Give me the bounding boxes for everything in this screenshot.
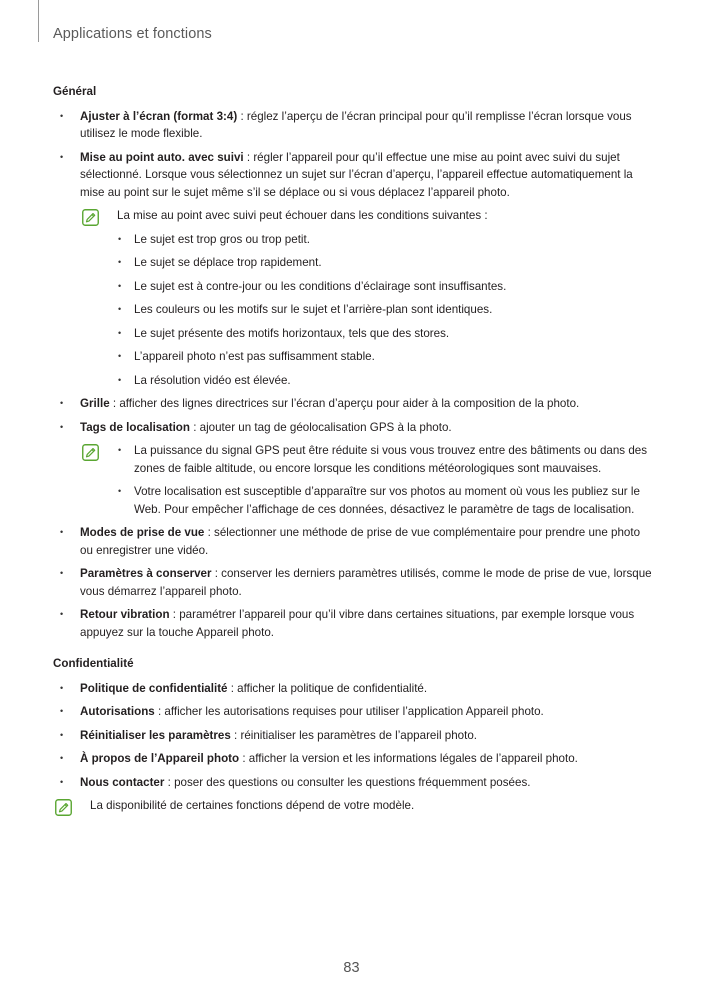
list-item-aspect-ratio <box>53 108 653 143</box>
list-item: • Le sujet est trop gros ou trop petit. <box>117 231 653 249</box>
term-aspect-ratio: Ajuster à l’écran (format 3:4) <box>80 109 238 123</box>
desc-permissions: : afficher les autorisations requises pour utiliser l’application Appareil photo. <box>154 705 544 718</box>
desc-shooting-modes: : sélectionner une méthode de prise de vue complémentaire pour prendre une photo ou enregistrer une vidéo. <box>80 526 641 557</box>
tracking-conditions-list <box>117 231 653 390</box>
list-item-tracking-af <box>53 149 653 202</box>
header-divider <box>38 0 39 42</box>
list-item-about-camera <box>53 750 653 768</box>
list-item: • Le sujet se déplace trop rapidement. <box>117 254 653 272</box>
desc-reset-settings: : réinitialiser les paramètres de l’appareil photo. <box>230 728 477 742</box>
note-icon <box>82 209 99 226</box>
term-grid: Grille <box>80 397 110 410</box>
list-item: • Le sujet est à contre-jour ou les conditions d’éclairage sont insuffisantes. <box>117 278 653 296</box>
list-item: • La puissance du signal GPS peut être réduite si vous vous trouvez entre des bâtiments ou dans des zones de faible altitude, ou encore lorsque les conditions météorologiques sont mauvaises. <box>117 442 653 477</box>
term-location-tags: Tags de localisation <box>80 420 190 434</box>
note-availability-text: La disponibilité de certaines fonctions dépend de votre modèle. <box>90 799 415 812</box>
list-item-reset-settings <box>53 727 653 745</box>
list-item-contact-us <box>53 774 653 792</box>
term-vibration: Retour vibration <box>80 608 170 621</box>
list-item: • Les couleurs ou les motifs sur le sujet et l’arrière-plan sont identiques. <box>117 301 653 319</box>
page-number: 83 <box>343 960 360 976</box>
desc-tracking-af: : régler l’appareil pour qu’il effectue une mise au point avec suivi du sujet sélectionné. Lorsque vous sélectionnez un sujet sur l’écran d’aperçu, l’appareil effectue automatiquement la mise au point sur le sujet même s’il se déplace ou si vous déplacez l’appareil photo. <box>80 150 633 199</box>
desc-about-camera: : afficher la version et les informations légales de l’appareil photo. <box>239 752 578 765</box>
list-item: • Le sujet présente des motifs horizontaux, tels que des stores. <box>117 325 653 343</box>
desc-vibration: : paramétrer l’appareil pour qu’il vibre dans certaines situations, par exemple lorsque vous appuyez sur la touche Appareil photo. <box>80 608 635 639</box>
list-item-vibration <box>53 606 653 641</box>
term-about-camera: À propos de l’Appareil photo <box>80 752 240 765</box>
page-header-title: Applications et fonctions <box>53 26 212 42</box>
list-item-grid <box>53 395 653 413</box>
desc-grid: : afficher des lignes directrices sur l’écran d’aperçu pour aider à la composition de la photo. <box>109 397 580 410</box>
term-reset-settings: Réinitialiser les paramètres <box>80 728 231 742</box>
term-tracking-af: Mise au point auto. avec suivi <box>80 150 244 164</box>
note-availability <box>53 797 653 815</box>
page-content <box>53 83 653 821</box>
note-icon <box>55 799 72 816</box>
section-title-general: Général <box>53 85 97 98</box>
term-shooting-modes: Modes de prise de vue <box>80 526 205 539</box>
list-item-location-tags <box>53 419 653 437</box>
desc-settings-to-keep: : conserver les derniers paramètres utilisés, comme le mode de prise de vue, lorsque vous démarrez l’appareil photo. <box>80 567 652 598</box>
note-icon <box>82 444 99 461</box>
list-item: • Votre localisation est susceptible d’apparaître sur vos photos au moment où vous les publiez sur le Web. Pour empêcher l’affichage de ces données, désactivez le paramètre de tags de localisation. <box>117 483 653 518</box>
list-item-privacy-policy <box>53 680 653 698</box>
term-privacy-policy: Politique de confidentialité <box>80 681 228 695</box>
list-item-settings-to-keep <box>53 565 653 600</box>
desc-aspect-ratio: : réglez l’aperçu de l’écran principal pour qu’il remplisse l’écran lorsque vous utilisez le mode flexible. <box>80 109 632 140</box>
desc-location-tags: : ajouter un tag de géolocalisation GPS à la photo. <box>189 420 452 434</box>
list-item: • La résolution vidéo est élevée. <box>117 372 653 390</box>
note-tracking <box>53 207 653 389</box>
list-item: • L’appareil photo n’est pas suffisamment stable. <box>117 348 653 366</box>
desc-contact-us: : poser des questions ou consulter les questions fréquemment posées. <box>164 775 531 789</box>
desc-privacy-policy: : afficher la politique de confidentialité. <box>227 681 428 695</box>
list-item-permissions <box>53 703 653 721</box>
note-tracking-intro: La mise au point avec suivi peut échouer dans les conditions suivantes : <box>117 209 488 222</box>
term-settings-to-keep: Paramètres à conserver <box>80 567 212 580</box>
list-item-shooting-modes <box>53 524 653 559</box>
note-location <box>53 442 653 518</box>
term-contact-us: Nous contacter <box>80 775 165 789</box>
term-permissions: Autorisations <box>80 705 155 718</box>
section-title-privacy: Confidentialité <box>53 657 134 670</box>
